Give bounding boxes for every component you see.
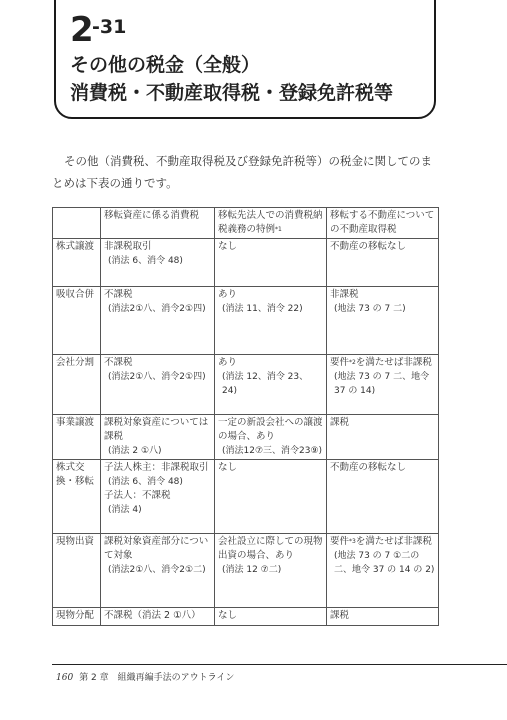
table-row (53, 534, 439, 608)
table-row (53, 415, 439, 460)
row-label: 現物出資 (53, 534, 101, 608)
cell: 非課税取引 (消法 6、消令 48) (101, 239, 215, 287)
cell: 要件$^{*2}$を満たせば非課税 (地法 73 の 7 二、地令 37 の 14) (327, 355, 439, 415)
row-label: 事業譲渡 (53, 415, 101, 460)
cell: あり (消法 11、消令 22) (215, 287, 327, 355)
row-label: 株式譲渡 (53, 239, 101, 287)
header-consumption-tax: 移転資産に係る消費税 (101, 208, 215, 239)
row-label: 現物分配 (53, 608, 101, 626)
cell: 課税 (327, 608, 439, 626)
page-number: 160 (56, 673, 74, 683)
cell: 課税 (327, 415, 439, 460)
footer-divider (52, 664, 507, 665)
section-title-box (54, 0, 436, 119)
cell: 不課税 (消法2①八、消令2①四) (101, 355, 215, 415)
intro-paragraph: その他（消費税、不動産取得税及び登録免許税等）の税金に関してのまとめは下表の通りです。 (52, 154, 432, 190)
cell: 不動産の移転なし (327, 239, 439, 287)
header-tax-liability: 移転先法人での消費税納税義務の特例$^{*1}$ (215, 208, 327, 239)
row-label: 株式交換・移転 (53, 460, 101, 534)
cell: 課税対象資産部分について対象 (消法2①八、消令2①二) (101, 534, 215, 608)
table-row (53, 355, 439, 415)
header-acquisition-tax: 移転する不動産についての不動産取得税 (327, 208, 439, 239)
section-title-line1: その他の税金（全般） (70, 54, 261, 76)
section-number: 2 (70, 10, 93, 50)
chapter-title: 第 2 章 組織再編手法のアウトライン (79, 673, 235, 683)
cell: あり (消法 12、消令 23、24) (215, 355, 327, 415)
cell: 会社設立に際しての現物出資の場合、あり (消法 12 ⑦二) (215, 534, 327, 608)
table-header-row (53, 208, 439, 239)
tax-summary-table (52, 207, 439, 626)
cell: なし (215, 460, 327, 534)
table-row (53, 287, 439, 355)
cell: 不動産の移転なし (327, 460, 439, 534)
cell: なし (215, 608, 327, 626)
cell: 非課税 (地法 73 の 7 二) (327, 287, 439, 355)
page-footer (56, 670, 234, 683)
row-label: 会社分割 (53, 355, 101, 415)
section-sub-number: -31 (92, 16, 127, 38)
cell: 要件$^{*3}$を満たせば非課税 (地法 73 の 7 ①二の二、地令 37 の 14 の 2) (327, 534, 439, 608)
header-empty (53, 208, 101, 239)
table-row (53, 239, 439, 287)
cell: 課税対象資産については課税 (消法 2 ①八) (101, 415, 215, 460)
cell: なし (215, 239, 327, 287)
cell: 子法人株主：非課税取引 (消法 6、消令 48) 子法人：不課税 (消法 4) (101, 460, 215, 534)
table-row (53, 460, 439, 534)
table-row (53, 608, 439, 626)
cell: 一定の新設会社への譲渡の場合、あり (消法12⑦三、消令23⑨) (215, 415, 327, 460)
cell: 不課税 (消法2①八、消令2①四) (101, 287, 215, 355)
section-title-line2: 消費税・不動産取得税・登録免許税等 (70, 82, 394, 104)
row-label: 吸収合併 (53, 287, 101, 355)
cell: 不課税（消法 2 ①八） (101, 608, 215, 626)
